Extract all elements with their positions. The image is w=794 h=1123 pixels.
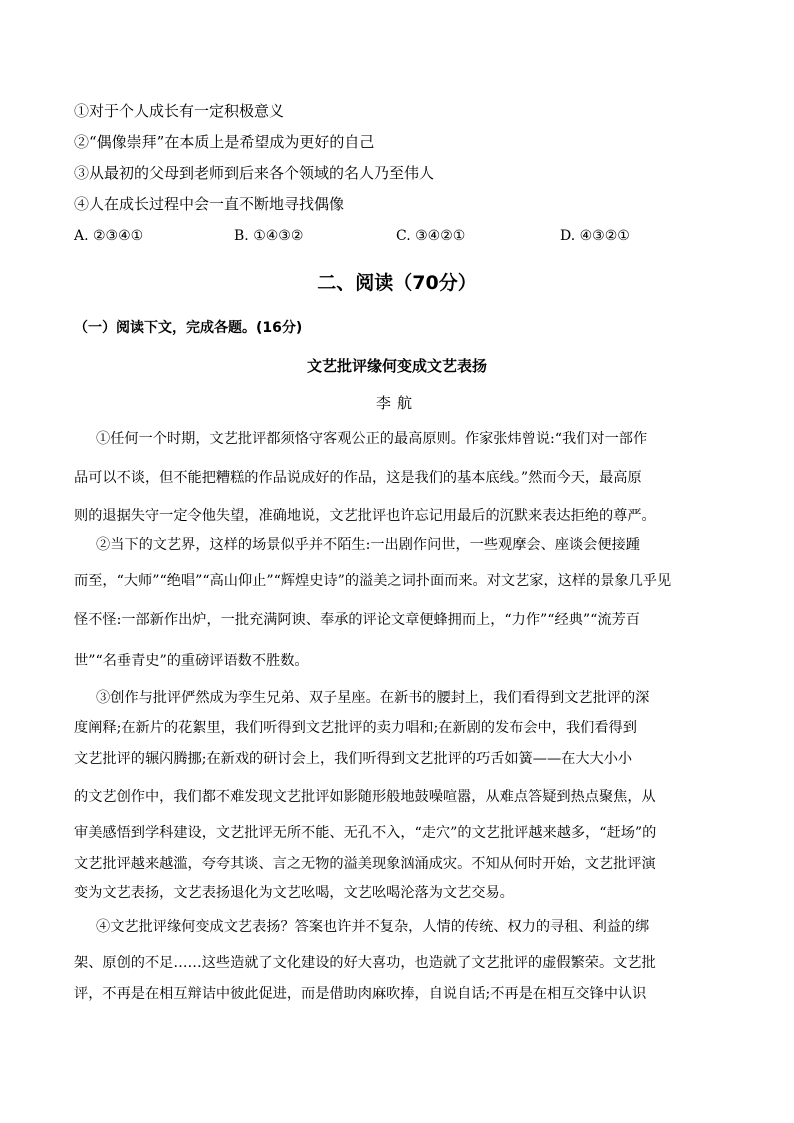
option-d: D. ④③②①: [560, 228, 630, 244]
option-a: A. ②③④①: [74, 228, 144, 244]
article-line: 评，不再是在相互辩诘中彼此促进，而是借助肉麻吹捧，自说自话;不再是在相互交锋中认识: [74, 986, 647, 1002]
article-line: 则的退据失守一定令他失望，准确地说，文艺批评也许忘记用最后的沉默来表达拒绝的尊严。: [74, 508, 656, 524]
article-line: 文艺批评的辗闪腾挪;在新戏的研讨会上，我们听得到文艺批评的巧舌如簧——在大大小小: [74, 751, 633, 767]
article-line: 的文艺创作中，我们都不难发现文艺批评如影随形般地鼓噪喧嚣，从难点答疑到热点聚焦，从: [74, 789, 656, 805]
section-title: 二、阅读（70分）: [317, 272, 477, 294]
article-line: 变为文艺表扬，文艺表扬退化为文艺吆喝，文艺吆喝沦落为文艺交易。: [74, 885, 514, 901]
statement-3: ③从最初的父母到老师到后来各个领域的名人乃至伟人: [74, 164, 435, 182]
article-title: 文艺批评缘何变成文艺表扬: [306, 357, 487, 375]
article-line: 而至，“大师”“绝唱”“高山仰止”“辉煌史诗”的溢美之词扑面而来。对文艺家，这样的景象几乎见: [74, 573, 672, 589]
statement-1: ①对于个人成长有一定积极意义: [74, 102, 285, 120]
article-line: 品可以不谈，但不能把糟糕的作品说成好的作品，这是我们的基本底线。”然而今天，最高原: [74, 470, 642, 486]
article-line: 架、原创的不足……这些造就了文化建设的好大喜功，也造就了文艺批评的虚假繁荣。文艺批: [74, 955, 656, 971]
article-line: 文艺批评越来越滥，夸夸其谈、言之无物的溢美现象汹涌成灾。不知从何时开始，文艺批评演: [74, 856, 656, 872]
article-line: ①任何一个时期，文艺批评都须恪守客观公正的最高原则。作家张炜曾说:“我们对一部作: [96, 431, 648, 447]
article-author: 李航: [375, 394, 418, 412]
article-line: ②当下的文艺界，这样的场景似乎并不陌生:一出剧作问世，一些观摩会、座谈会便接踵: [96, 537, 640, 553]
article-line: 世”“名垂青史”的重磅评语数不胜数。: [74, 653, 309, 669]
option-b: B. ①④③②: [234, 228, 304, 244]
statement-4: ④人在成长过程中会一直不断地寻找偶像: [74, 195, 345, 213]
statement-2: ②“偶像崇拜”在本质上是希望成为更好的自己: [74, 133, 375, 151]
part-heading: （一）阅读下文，完成各题。(16分): [74, 320, 303, 336]
article-line: ③创作与批评俨然成为孪生兄弟、双子星座。在新书的腰封上，我们看得到文艺批评的深: [96, 690, 650, 706]
option-c: C. ③④②①: [396, 228, 466, 244]
article-line: 怪不怪:一部新作出炉，一批充满阿谀、奉承的评论文章便蜂拥而上，“力作”“经典”“流芳百: [74, 612, 640, 628]
article-line: 审美感悟到学科建设，文艺批评无所不能、无孔不入，“走穴”的文艺批评越来越多，“赶场”的: [74, 825, 657, 841]
answer-options: [74, 226, 714, 246]
article-line: ④文艺批评缘何变成文艺表扬？答案也许并不复杂，人情的传统、权力的寻租、利益的绑: [96, 919, 650, 935]
article-line: 度阐释;在新片的花絮里，我们听得到文艺批评的卖力唱和;在新剧的发布会中，我们看得到: [74, 720, 637, 736]
